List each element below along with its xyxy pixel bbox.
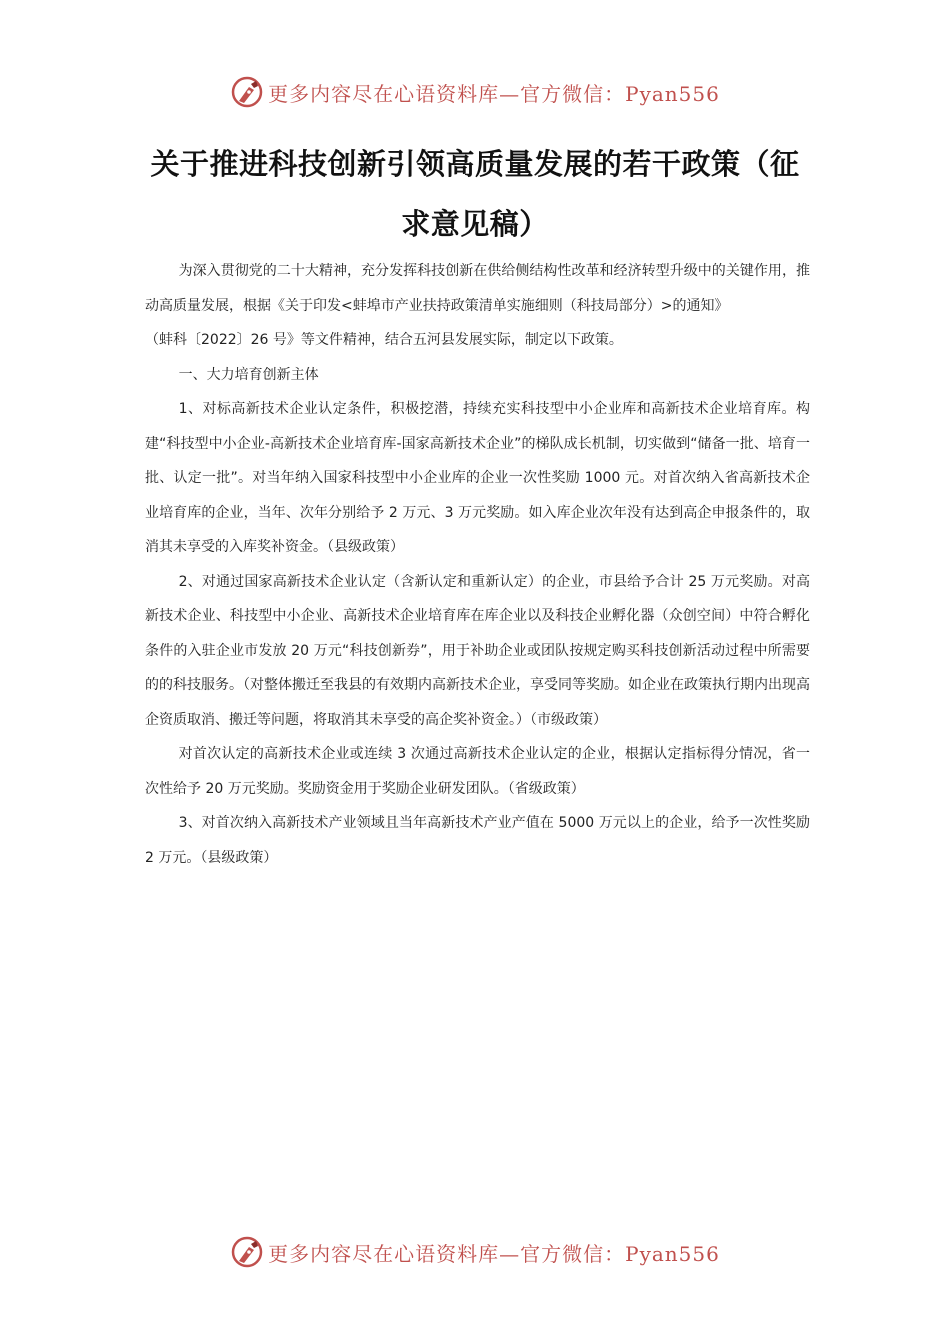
pen-nib-logo-icon — [230, 75, 264, 109]
document-body — [145, 254, 810, 875]
watermark-text: 更多内容尽在心语资料库—官方微信：Pyan556 — [268, 1241, 720, 1266]
document-title: 关于推进科技创新引领高质量发展的若干政策（征求意见稿） — [150, 147, 800, 241]
paragraph-item-2-provincial: 对首次认定的高新技术企业或连续 3 次通过高新技术企业认定的企业，根据认定指标得分情况，省一次性给予 20 万元奖励。奖励资金用于奖励企业研发团队。（省级政策） — [145, 746, 810, 797]
paragraph-intro: 为深入贯彻党的二十大精神，充分发挥科技创新在供给侧结构性改革和经济转型升级中的关键作用，推动高质量发展，根据《关于印发<蚌埠市产业扶持政策清单实施细则（科技局部分）>的通知》 — [145, 263, 810, 314]
watermark-header — [0, 72, 950, 112]
watermark-text: 更多内容尽在心语资料库—官方微信：Pyan556 — [268, 81, 720, 106]
paragraph-item-1: 1、对标高新技术企业认定条件，积极挖潜，持续充实科技型中小企业库和高新技术企业培育库。构建“科技型中小企业-高新技术企业培育库-国家高新技术企业”的梯队成长机制，切实做到“储备一批、培育一批、认定一批”。对当年纳入国家科技型中小企业库的企业一次性奖励 1000 元。对首次纳入省高新技术企业培育库的企业，当年、次年分别给予 2 万元、3 万元奖励。如入库企业次年没有达到高企申报条件的，取消其未享受的入库奖补资金。（县级政策） — [145, 401, 810, 555]
watermark-footer — [0, 1232, 950, 1272]
paragraph-intro-continued: （蚌科〔2022〕26 号》等文件精神，结合五河县发展实际，制定以下政策。 — [145, 332, 623, 348]
section-heading: 一、大力培育创新主体 — [178, 366, 319, 383]
pen-nib-logo-icon — [230, 1235, 264, 1269]
paragraph-item-2: 2、对通过国家高新技术企业认定（含新认定和重新认定）的企业，市县给予合计 25 万元奖励。对高新技术企业、科技型中小企业、高新技术企业培育库在库企业以及科技企业孵化器（众创空间）中符合孵化条件的入驻企业市发放 20 万元“科技创新券”，用于补助企业或团队按规定购买科技创新活动过程中所需要的的科技服务。（对整体搬迁至我县的有效期内高新技术企业，享受同等奖励。如企业在政策执行期内出现高企资质取消、搬迁等问题，将取消其未享受的高企奖补资金。）（市级政策） — [145, 573, 810, 728]
paragraph-item-3: 3、对首次纳入高新技术产业领域且当年高新技术产业产值在 5000 万元以上的企业，给予一次性奖励 2 万元。（县级政策） — [145, 815, 810, 866]
